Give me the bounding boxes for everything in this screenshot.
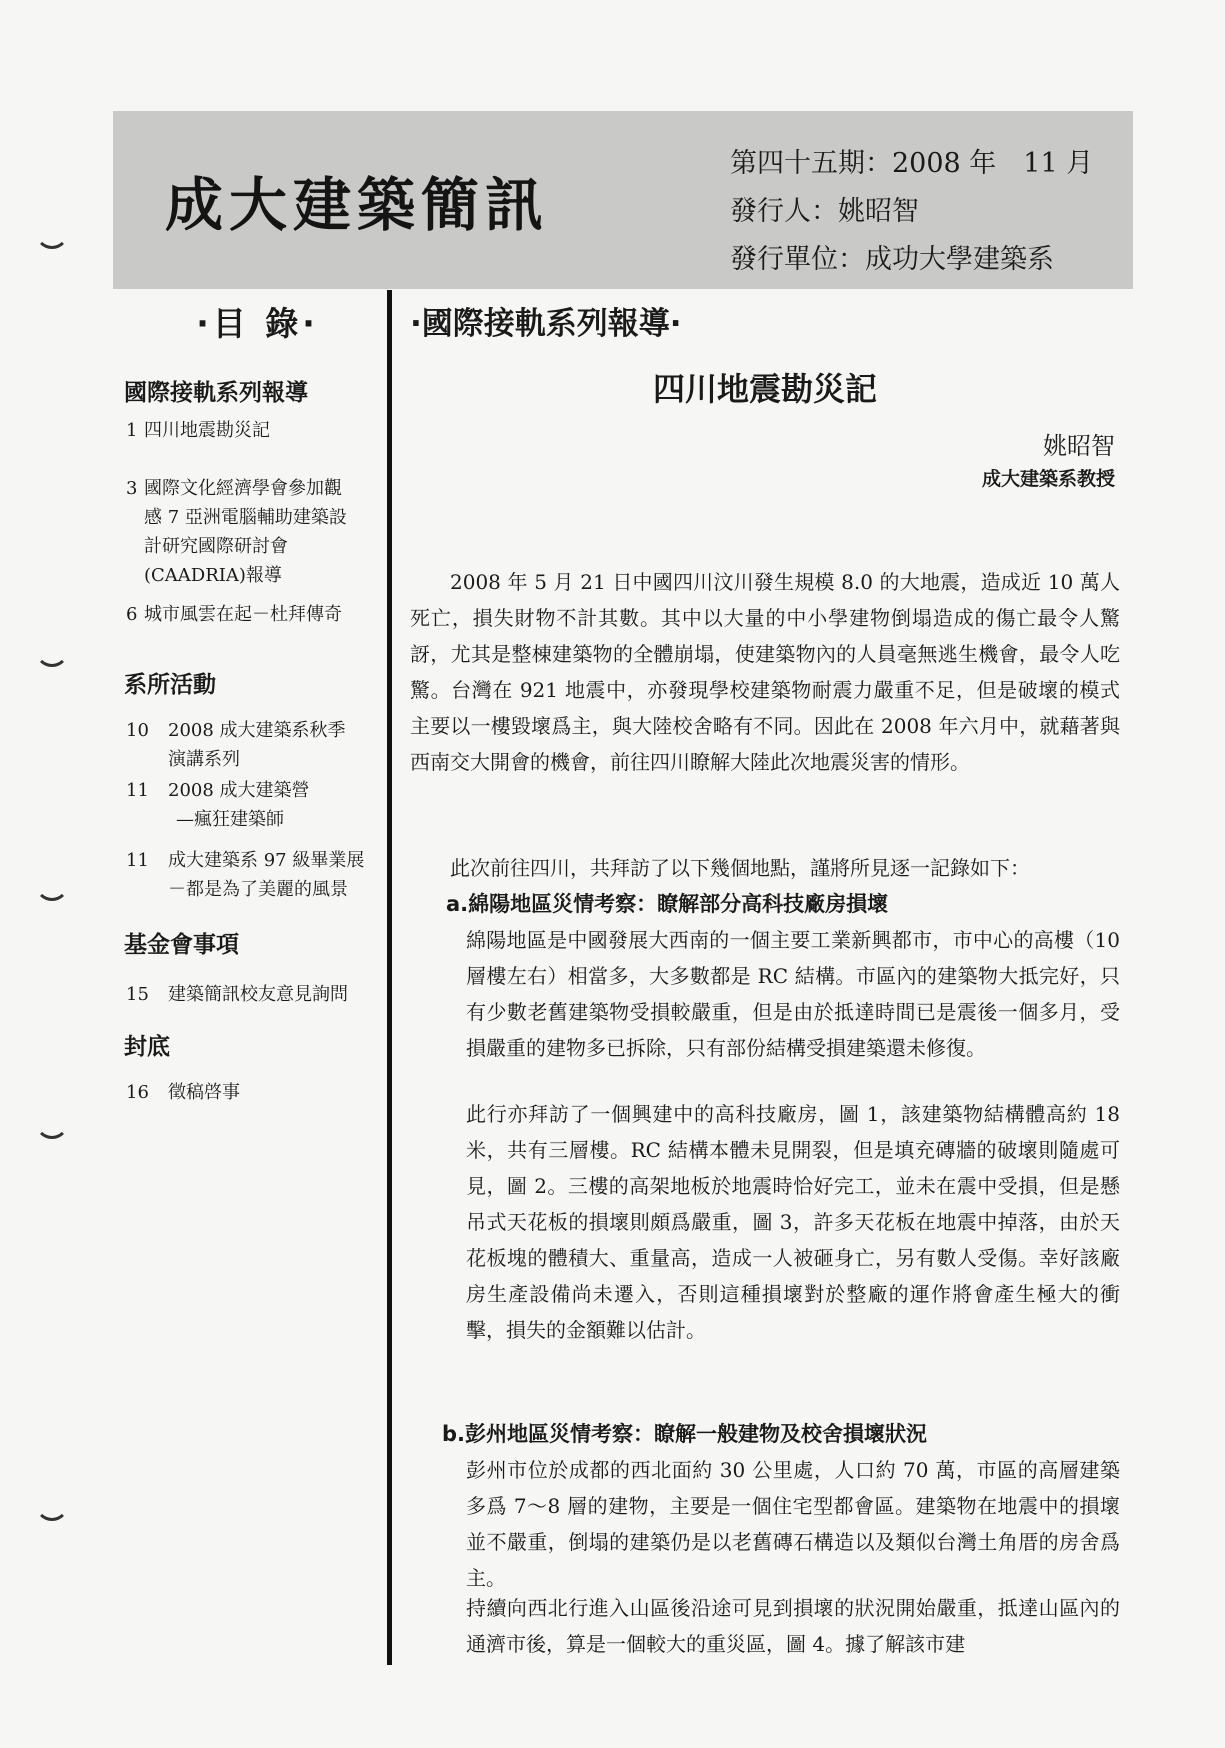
toc-entry[interactable] bbox=[126, 846, 364, 904]
toc-page-number: 15 bbox=[126, 984, 149, 1005]
series-heading: ·國際接軌系列報導· bbox=[410, 306, 682, 342]
toc-entry-text: 2008 成大建築營 bbox=[168, 780, 310, 801]
punch-hole-mark bbox=[35, 646, 69, 667]
toc-entry-text: 城市風雲在起－杜拜傳奇 bbox=[144, 604, 342, 625]
toc-page-number: 3 bbox=[126, 478, 138, 499]
author-name: 姚昭智 bbox=[1043, 432, 1115, 460]
article-paragraph: 綿陽地區是中國發展大西南的一個主要工業新興都市，市中心的高樓（10 層樓左右）相當多，大多數都是 RC 結構。市區內的建築物大抵完好，只有少數老舊建築物受損較嚴重，但是由於抵達時間已是震後一個多月，受損嚴重的建物多已拆除，只有部份結構受損建築還未修復。 bbox=[466, 928, 1120, 1060]
toc-entry-text: —瘋狂建築師 bbox=[176, 809, 284, 830]
toc-section-heading: 基金會事項 bbox=[124, 932, 239, 958]
toc-entry[interactable] bbox=[126, 600, 342, 629]
toc-section-heading: 系所活動 bbox=[124, 672, 216, 698]
toc-page-number: 10 bbox=[126, 720, 149, 741]
article-paragraph: 此行亦拜訪了一個興建中的高科技廠房，圖 1，該建築物結構體高約 18 米，共有三層樓。RC 結構本體未見開裂，但是填充磚牆的破壞則隨處可見，圖 2。三樓的高架地板於地震時恰好完工，並未在震中受損，但是懸吊式天花板的損壞則頗爲嚴重，圖 3，許多天花板在地震中掉落，由於天花板塊的體積大、重量高，造成一人被砸身亡，另有數人受傷。幸好該廠房生產設備尚未遷入，否則這種損壞對於整廠的運作將會產生極大的衝擊，損失的金額難以估計。 bbox=[466, 1102, 1120, 1342]
toc-entry[interactable] bbox=[126, 776, 310, 834]
toc-entry-text: 建築簡訊校友意見詢問 bbox=[168, 984, 348, 1005]
toc-entry[interactable] bbox=[126, 474, 347, 590]
toc-title: ·目 錄· bbox=[196, 304, 319, 343]
issue-number: 第四十五期：2008 年 11 月 bbox=[730, 148, 1094, 179]
toc-entry-text: 徵稿啓事 bbox=[168, 1082, 240, 1103]
toc-entry[interactable] bbox=[126, 416, 270, 445]
punch-hole-mark bbox=[35, 1118, 69, 1139]
toc-page-number: 11 bbox=[126, 850, 149, 871]
table-of-contents bbox=[120, 298, 385, 1103]
toc-page-number: 1 bbox=[126, 420, 138, 441]
toc-entry-text: －都是為了美麗的風景 bbox=[168, 879, 348, 900]
article-title: 四川地震勘災記 bbox=[652, 370, 877, 408]
toc-section-heading: 封底 bbox=[124, 1034, 170, 1060]
toc-page-number: 16 bbox=[126, 1082, 149, 1103]
toc-entry-text: (CAADRIA)報導 bbox=[144, 565, 282, 586]
punch-hole-mark bbox=[35, 1500, 69, 1521]
toc-entry-text: 2008 成大建築系秋季 bbox=[168, 720, 346, 741]
toc-entry[interactable] bbox=[126, 716, 346, 774]
toc-entry-text: 演講系列 bbox=[168, 749, 240, 770]
toc-entry-text: 感 7 亞洲電腦輔助建築設 bbox=[144, 507, 347, 528]
article-paragraph: 2008 年 5 月 21 日中國四川汶川發生規模 8.0 的大地震，造成近 10 萬人死亡，損失財物不計其數。其中以大量的中小學建物倒塌造成的傷亡最令人驚訝，尤其是整棟建築物的全體崩塌，使建築物內的人員毫無逃生機會，最令人吃驚。台灣在 921 地震中，亦發現學校建築物耐震力嚴重不足，但是破壞的模式主要以一樓毀壞爲主，與大陸校舍略有不同。因此在 2008 年六月中，就藉著與西南交大開會的機會，前往四川瞭解大陸此次地震災害的情形。 bbox=[410, 570, 1120, 774]
section-heading: b.彭州地區災情考察：瞭解一般建物及校舍損壞狀況 bbox=[442, 1422, 928, 1446]
publishing-unit: 發行單位：成功大學建築系 bbox=[730, 244, 1054, 275]
toc-section-heading: 國際接軌系列報導 bbox=[124, 380, 308, 406]
toc-entry-text: 計研究國際研討會 bbox=[144, 536, 288, 557]
masthead-title: 成大建築簡訊 bbox=[165, 171, 550, 239]
author-affiliation: 成大建築系教授 bbox=[981, 468, 1115, 490]
section-heading: a.綿陽地區災情考察：瞭解部分高科技廠房損壞 bbox=[446, 892, 889, 916]
toc-page-number: 11 bbox=[126, 780, 149, 801]
article-paragraph: 此次前往四川，共拜訪了以下幾個地點，謹將所見逐一記錄如下： bbox=[450, 856, 1030, 880]
issue-info bbox=[730, 140, 1093, 284]
article-paragraph: 持續向西北行進入山區後沿途可見到損壞的狀況開始嚴重，抵達山區內的通濟市後，算是一個較大的重災區，圖 4。據了解該市建 bbox=[466, 1596, 1120, 1656]
toc-entry-text: 四川地震勘災記 bbox=[144, 420, 270, 441]
toc-entry[interactable] bbox=[126, 980, 348, 1009]
toc-page-number: 6 bbox=[126, 604, 138, 625]
toc-entry-text: 國際文化經濟學會參加觀 bbox=[144, 478, 342, 499]
punch-hole-mark bbox=[35, 880, 69, 901]
punch-hole-mark bbox=[35, 228, 69, 249]
publisher: 發行人：姚昭智 bbox=[730, 196, 919, 227]
article-paragraph: 彭州市位於成都的西北面約 30 公里處，人口約 70 萬，市區的高層建築多爲 7～8 層的建物，主要是一個住宅型都會區。建築物在地震中的損壞並不嚴重，倒塌的建築仍是以老舊磚石構造以及類似台灣土角厝的房舍爲主。 bbox=[466, 1458, 1120, 1590]
toc-entry[interactable] bbox=[126, 1078, 240, 1107]
column-divider bbox=[387, 290, 392, 1665]
toc-entry-text: 成大建築系 97 級畢業展 bbox=[168, 850, 365, 871]
